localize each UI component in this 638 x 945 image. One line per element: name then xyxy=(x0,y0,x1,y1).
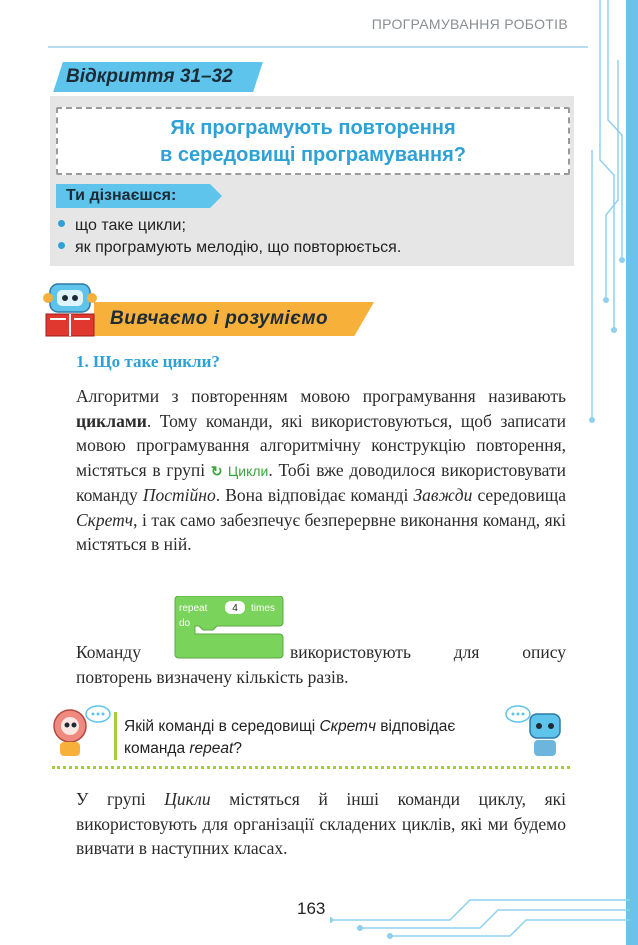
learn-item: що таке цикли; xyxy=(58,217,186,235)
paragraph-2: У групі Цикли містяться й інші команди циклу, які використовують для організації складених циклів, які ми будемо вивчати в наступних класах. xyxy=(76,789,566,858)
section-heading: 1. Що таке цикли? xyxy=(76,352,220,371)
command-sentence-line-2: повторень визначену кількість разів. xyxy=(76,667,349,687)
command-sentence-end: використовують для опису xyxy=(290,642,566,662)
bullet-icon xyxy=(58,220,65,227)
times-label: times xyxy=(251,603,275,614)
question-text: Якій команді в середовищі Скретч відповідає команда repeat? xyxy=(124,718,456,757)
question-accent-bar xyxy=(114,712,117,760)
learn-tag: Ти дізнаєшся: xyxy=(66,187,177,204)
repeat-count: 4 xyxy=(232,603,238,614)
reading-robot-icon xyxy=(40,278,104,342)
girl-robot-icon xyxy=(50,704,112,762)
repeat-block xyxy=(173,596,285,662)
header-divider xyxy=(48,46,588,48)
topic-title-line-2: в середовищі програмування? xyxy=(160,144,466,166)
bullet-icon xyxy=(58,242,65,249)
circuit-decoration xyxy=(578,0,638,945)
topic-title-frame xyxy=(56,107,570,175)
question-divider xyxy=(52,766,570,769)
learn-item: як програмують мелодію, що повторюється. xyxy=(58,239,401,257)
topic-title-line-1: Як програмують повторення xyxy=(170,117,456,139)
page-number: 163 xyxy=(297,899,326,918)
header-title: ПРОГРАМУВАННЯ РОБОТІВ xyxy=(371,16,568,32)
section-banner: Вивчаємо і розуміємо xyxy=(110,308,329,329)
learn-tag-arrow xyxy=(210,184,222,208)
lesson-tag: Відкриття 31–32 xyxy=(66,66,233,87)
repeat-label: repeat xyxy=(179,603,208,614)
blue-robot-icon xyxy=(504,704,570,762)
loops-group-label: ↻ Цикли xyxy=(210,462,269,479)
loop-arrow-icon: ↻ xyxy=(210,462,223,479)
command-sentence-start: Команду xyxy=(76,642,141,662)
paragraph-1: Алгоритми з повторенням мовою програмування називають циклами. Тому команди, які використовуються, щоб записати мовою програмування алгоритмічну конструкцію повторення, містяться в групі ↻ Цикли. Тобі вже доводилося використовувати команду Постійно. Вона відповідає команді Завжди середовища Скретч, і так само забезпечує безперервне виконання команд, які містяться в ній. xyxy=(76,386,567,554)
footer-circuit-decoration xyxy=(330,880,630,940)
do-label: do xyxy=(179,618,191,629)
